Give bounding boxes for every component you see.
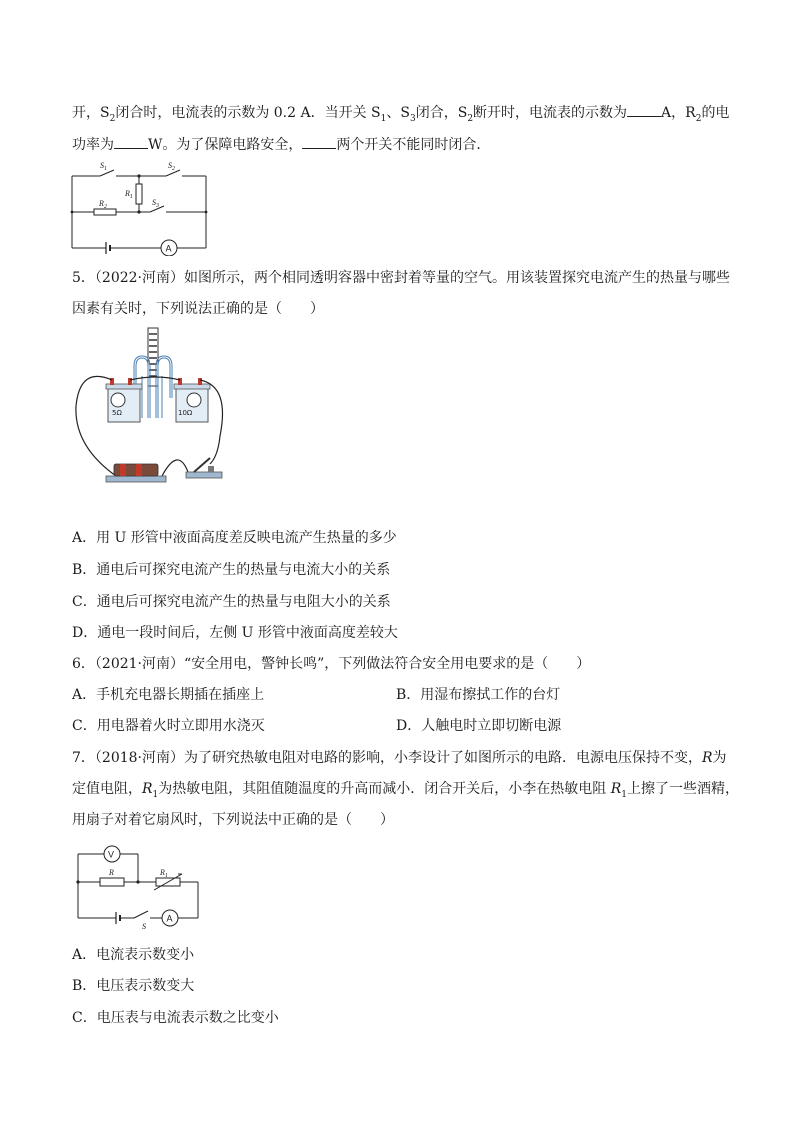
q7-stem-line-3: 用扇子对着它扇风时，下列说法中正确的是（ ） — [72, 812, 394, 828]
q7-option-a[interactable]: A．电流表示数变小 — [72, 947, 195, 963]
ammeter-label: A — [166, 913, 173, 924]
label-r: R — [109, 868, 114, 877]
q6-option-b[interactable]: B．用湿布擦拭工作的台灯 — [396, 687, 561, 703]
right-resistor-label: 10Ω — [178, 409, 193, 417]
left-resistor-label: 5Ω — [112, 409, 122, 417]
q7-circuit-diagram — [72, 840, 206, 930]
label-r2: $R_2$ — [99, 199, 107, 210]
q7-stem-line-1: 7．（2018·河南）为了研究热敏电阻对电路的影响，小李设计了如图所示的电路．电源电压保持不变，R为 — [72, 750, 727, 766]
q6-option-a[interactable]: A．手机充电器长期插在插座上 — [72, 687, 265, 703]
q4-text-line-2: 功率为 W。为了保障电路安全， 两个开关不能同时闭合． — [72, 134, 490, 155]
label-r1: $R_1$ — [160, 868, 168, 879]
q4-circuit-diagram — [68, 160, 212, 256]
q4-text-line-1: 开，$S_2$闭合时，电流表的示数为 0.2 A．当开关 $S_1$、$S_3$闭合，$S_2$断开时，电流表的示数为 A，$R_2$的电 — [72, 102, 729, 129]
q5-stem-line-1: 5．（2022·河南）如图所示，两个相同透明容器中密封着等量的空气。用该装置探究电流产生的热量与哪些 — [72, 270, 730, 286]
q5-option-c[interactable]: C．通电后可探究电流产生的热量与电阻大小的关系 — [72, 594, 391, 610]
voltmeter-label: V — [108, 849, 115, 860]
q6-stem: 6．（2021·河南）“安全用电，警钟长鸣”，下列做法符合安全用电要求的是（ ） — [72, 656, 591, 672]
label-s2: $S_2$ — [168, 161, 175, 172]
ammeter-label: A — [165, 243, 172, 254]
q5-option-b[interactable]: B．通电后可探究电流产生的热量与电流大小的关系 — [72, 562, 391, 578]
label-r1: $R_1$ — [125, 189, 133, 200]
q6-option-c[interactable]: C．用电器着火时立即用水浇灭 — [72, 718, 265, 734]
answer-blank[interactable] — [627, 102, 661, 117]
answer-blank[interactable] — [302, 134, 336, 149]
label-s: S — [142, 922, 146, 930]
q5-option-d[interactable]: D．通电一段时间后，左侧 U 形管中液面高度差较大 — [72, 625, 398, 641]
q7-option-b[interactable]: B．电压表示数变大 — [72, 978, 195, 994]
q5-apparatus-figure — [70, 326, 242, 488]
answer-blank[interactable] — [114, 134, 148, 149]
label-s3: $S_3$ — [152, 198, 159, 209]
q6-option-d[interactable]: D．人触电时立即切断电源 — [396, 718, 562, 734]
q5-option-a[interactable]: A．用 U 形管中液面高度差反映电流产生热量的多少 — [72, 530, 397, 546]
label-s1: $S_1$ — [100, 161, 107, 172]
q5-stem-line-2: 因素有关时，下列说法正确的是（ ） — [72, 301, 324, 317]
q7-stem-line-2: 定值电阻，$R_1$为热敏电阻，其阻值随温度的升高而减小．闭合开关后，小李在热敏电阻 $R_1$上擦了一些酒精， — [72, 781, 740, 800]
q7-option-c[interactable]: C．电压表与电流表示数之比变小 — [72, 1010, 279, 1026]
